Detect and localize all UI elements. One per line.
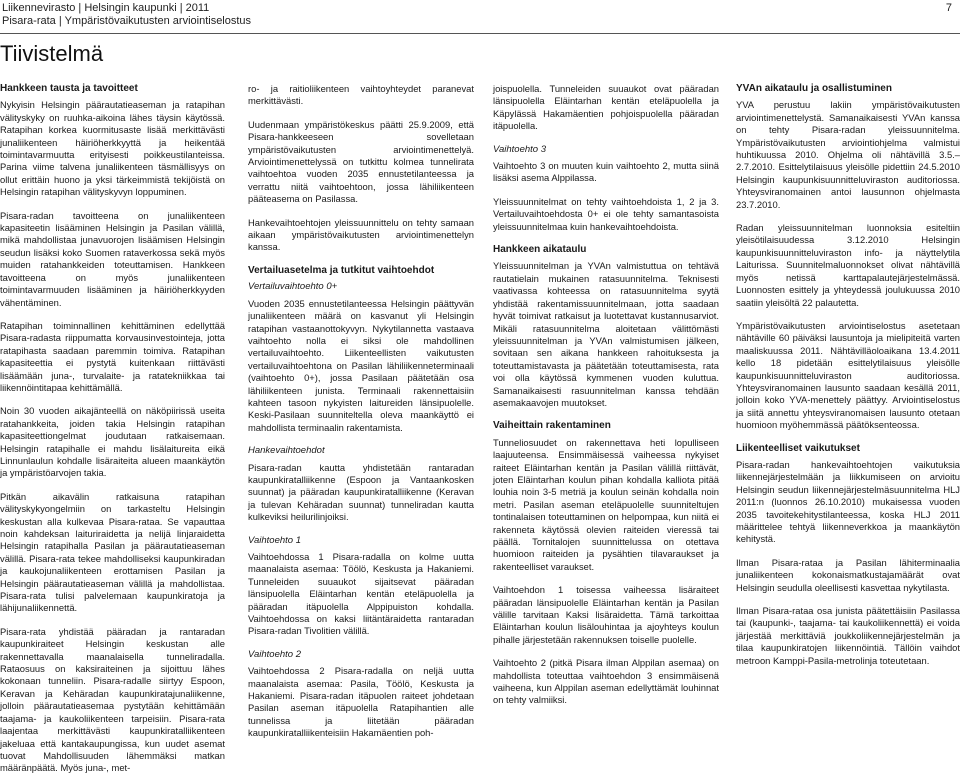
- paragraph: Ympäristövaikutusten arviointiselostus asetetaan nähtäville 60 päiväksi lausuntoja ja mielipiteitä varten maaliskuussa 2011. Nähtävilläoloaikana 13.4.2011 kello 18 pidetään esittelytilaisuus yleisölle kaupunkisuunnitteluviraston auditoriossa. Yhteysviranomainen lausunto saadaan kesällä 2011, jolloin koko YVA-menettely päättyy. Arviointiselostus ja siitä annettu yhteysviranomaisen lausunto otetaan huomioon myöhemmässä päätöksenteossa.: [736, 319, 960, 431]
- header-report-title: Pisara-rata | Ympäristövaikutusten arviointiselostus: [2, 15, 252, 27]
- text-column-2: [248, 83, 474, 739]
- paragraph: Pitkän aikavälin ratkaisuna ratapihan välityskykyongelmiin on tarkasteltu Helsingin keskustan alla kulkevaa Pisara-rataa. Se vapauttaa noin kahdeksan laituriraidetta ja nelijä linjaraidetta Helsingin ratapihalla Pasilan ja päärautatieaseman välillä. Pisara-rata tekee mahdolliseksi kaupunkiradan ja kaukojunaliikenteen erottamisen Pasilan ja Helsingin päärautatieaseman välillä ja mahdollistaa. Pisara-rata tulisi palvelemaan kaupunkiratoja ja lähijunaliikennettä.: [0, 490, 225, 614]
- heading-liikenteelliset-vaikutukset: Liikenteelliset vaikutukset: [736, 442, 860, 454]
- heading-hankkeen-aikataulu: Hankkeen aikataulu: [493, 244, 587, 256]
- subheading-vertailuvaihtoehto: Vertailuvaihtoehto 0+: [248, 281, 338, 293]
- text-column-1: [0, 83, 225, 774]
- text-column-3: [493, 83, 719, 706]
- paragraph: Ratapihan toiminnallinen kehittäminen edellyttää Pisara-radasta riippumatta korvausinvestointeja, jotta ratapihasta saadaan paremmin toimiva. Ratapihan kapasiteettia ei pystytä kuitenkaan riittävästi lisäämään juna-, turvalaite- ja ratatekniikkaa tai liikennöintitapaa kehittämällä.: [0, 319, 225, 393]
- paragraph: Tunneliosuudet on rakennettava heti lopulliseen laajuuteensa. Ensimmäisessä vaiheessa nykyiset raiteet Eläintarhan kentän ja Pasilan välillä riittävät, joten Eläintarhan koulun pihan kohdalla kalliota pitää louhia noin 3-5 metriä ja koulun seinän kohdalla noin metri. Pasilan aseman eteläpuolelle suunniteltujen tontinalaisen toteuttaminen on helpompaa, kun niitä ei rakenneta käytössä olevien raiteiden vieressä tai päällä. Tornitalojen suunnittelussa on otettava huomioon raiteiden ja pysähtien tilavaraukset ja rakenteelliset varaukset.: [493, 436, 719, 572]
- header-publisher: Liikennevirasto | Helsingin kaupunki | 2011: [2, 2, 210, 14]
- subheading-hankevaihtoehdot: Hankevaihtoehdot: [248, 445, 325, 457]
- paragraph: Uudenmaan ympäristökeskus päätti 25.9.2009, että Pisara-hankkeeseen sovelletaan ympäristövaikutusten arviointimenettelyä. Arviointimenettelyssä on tutkittu kolmea tunnelirata vaihtoehtoa vuoden 2035 ennustetilanteessa ja verrattu niitä vaihtoehtoon, jossa lähiliikenteen pääteasema on Pasilassa.: [248, 118, 474, 205]
- heading-vertailuasetelma: Vertailuasetelma ja tutkitut vaihtoehdot: [248, 264, 435, 276]
- paragraph: Yleissuunnitelman ja YVAn valmistuttua on tehtävä rautatielain mukainen ratasuunnitelma. Teknisesti vaativassa kohteessa on ratasuunnitelma syytä yhdistää rakentamissuunnitelmaan, jotta saadaan hyvät toimivat ratkaisut ja luotettavat kustannusarviot. Mikäli ratasuunnitelma aloitetaan välittömästi yleissuunnitelman ja YVAn valmistumisen jälkeen, sovitaan sen aikana hankkeen rahoituksesta ja toteuttamistavasta ja päätetään toteuttamisesta, rata voi olla käytössä kymmenen vuoden kuluttua. Samanaikaisesti rasuunnitelman kanssa tehdään asemakaavojen muutokset.: [493, 260, 719, 408]
- paragraph: Pisara-radan hankevaihtoehtojen vaikutuksia liikennejärjestelmään ja liikkumiseen on arvioitu Helsingin seudun liikennejärjestelmäsuunnitelma HLJ 2011:n (luonnos 26.10.2010) mukaisessa vuoden 2035 tavoitekehitystilanteessa, koska HLJ 2011 määrittelee tehtyä liikenneverkkoa ja maankäytön kehitystä.: [736, 458, 960, 545]
- paragraph: Vaihtoehdossa 2 Pisara-radalla on neljä uutta maanalaista asemaa: Pasila, Töölö, Keskusta ja Hakaniemi. Pisara-radan itäpuolen raiteet johdetaan Pasilan aseman itäpuolella Ratapihantien alle tunnelissa ja liitetään pääradan kaupunkiratalliikenteisiin Hakamäentien poh-: [248, 665, 474, 739]
- paragraph: Nykyisin Helsingin päärautatieaseman ja ratapihan välityskyky on ruuhka-aikoina lähes täysin käytössä. Ratapihan korkea kuormitusaste lisää merkittävästi junaliikenteen häiriöherkkyyttä ja heikentää toimintavarmuutta erityisesti poikkeustilanteissa. Parina viime talvena junaliikenteen täsmällisyys on ollut erittäin huono ja yksi tärkeimmistä tekijöistä on Helsingin ratapihan välityskyvyn loppuminen.: [0, 99, 225, 198]
- subheading-vaihtoehto-3: Vaihtoehto 3: [493, 143, 546, 155]
- paragraph: Yleissuunnitelmat on tehty vaihtoehdoista 1, 2 ja 3. Vertailuvaihtoehdosta 0+ ei ole tehty samantasoista yleissuunnitelmaa kuin hankevaihtoehdoista.: [493, 195, 719, 232]
- paragraph: Vaihtoehdossa 1 Pisara-radalla on kolme uutta maanalaista asemaa: Töölö, Keskusta ja Hakaniemi. Tunneleiden suuaukot sijaitsevat pääradan länsipuolella Eläintarhan kentän eteläpuolella ja pääradan itäpuolella Alppipuiston kohdalla. Vaihtoehdossa on kaksi liitäntäraidetta rantaradan Pisara-radan Tivolitien välillä.: [248, 551, 474, 637]
- paragraph: joispuolella. Tunneleiden suuaukot ovat pääradan länsipuolella Eläintarhan kentän eteläpuolella ja Käpylässä Hakamäentien pohjoispuolella pääradan itäpuolella.: [493, 83, 719, 132]
- paragraph: Vaihtoehto 2 (pitkä Pisara ilman Alppilan asemaa) on mahdollista toteuttaa vaihtoehdon 3 ensimmäisenä vaiheena, kun Alppilan aseman edellyttämät louhinnat on tehty valmiiksi.: [493, 657, 719, 706]
- paragraph: Vaihtoehto 3 on muuten kuin vaihtoehto 2, mutta siinä lisäksi asema Alppilassa.: [493, 160, 719, 184]
- heading-tausta-tavoitteet: Hankkeen tausta ja tavoitteet: [0, 83, 138, 94]
- paragraph: Vaihtoehdon 1 toisessa vaiheessa lisäraiteet pääradan länsipuolelle Eläintarhan kentän ja Pasilan välille tarvitaan Kaksi lisäraidetta. Tämä tarkoittaa Eläintarhan koulun lisälouhintaa ja ajoyhteys koulun pihalle järjestetään rakennuksen toiselle puolelle.: [493, 584, 719, 645]
- paragraph: Pisara-radan kautta yhdistetään rantaradan kaupunkiratalliikenne (Espoon ja Vantaankosken suunnat) ja pääradan kaupunkiratalliikenne (Keravan ja tulevan Kehäradan suunnat) tunneliradan kautta kulkeviksi heilurilinjoiksi.: [248, 461, 474, 523]
- heading-yva-aikataulu: YVAn aikataulu ja osallistuminen: [736, 83, 892, 94]
- paragraph: Ilman Pisara-rataa osa junista päätettäisiin Pasilassa tai (kaupunki-, taajama- tai kaukoliikennettä) ei voida järjestää merkittäviä joukkoliikennejärjestelmän ja tilaa kaupunkiratojen liikennöintiä. Tällöin vaihdot metroon Kamppi-Pasila-metrolinja toteutetaan.: [736, 605, 960, 666]
- subheading-vaihtoehto-1: Vaihtoehto 1: [248, 534, 301, 546]
- page-number: 7: [945, 2, 952, 14]
- paragraph: Pisara-radan tavoitteena on junaliikenteen kapasiteetin lisääminen Helsingin ja Pasilan välillä, mikä mahdollistaa junavuorojen lisäämisen Helsingin seudun lisäksi koko Suomen rataverkossa sekä myös muiden ratahankkeiden toteuttamisen. Hankkeen tavoitteena on myös junaliikenteen toimintavarmuuden lisääminen ja häiriöherkkyyden vähentäminen.: [0, 209, 225, 308]
- paragraph: Vuoden 2035 ennustetilanteessa Helsingin päättyvän junaliikenteen määrä on kasvanut yli Helsingin ratapihan vastaanottokyvyn. Nykytilannetta vastaava vaihtoehto nolla ei siksi ole mahdollinen vertailuvaihtoehto. Liikenteellisten vaikutusten vertailuvaihtoehtona on Pasilan lähiliikenneterminaali (vaihtoehto 0+), jossa Pasilaan päätetään osa lähiliikenteen junista. Terminaali rakennettaisiin kahteen tasoon nykyisten laitureiden länsipuolelle. Keski-Pasilaan suunniteltella oleva maankäyttö ei mahdollista terminaalin rakentamista.: [248, 297, 474, 433]
- paragraph: Ilman Pisara-rataa ja Pasilan lähiterminaalia junaliikenteen kokonaismatkustajamäärät ovat Helsingin seudulla oleellisesti kasvettaa nykytilasta.: [736, 556, 960, 593]
- subheading-vaihtoehto-2: Vaihtoehto 2: [248, 648, 301, 660]
- page-title: Tiivistelmä: [0, 41, 104, 66]
- paragraph: Hankevaihtoehtojen yleissuunnittelu on tehty samaan aikaan ympäristövaikutusten arviointimenettelyn kanssa.: [248, 216, 474, 253]
- text-column-4: [736, 83, 960, 683]
- paragraph: Noin 30 vuoden aikajänteellä on näköpiirissä useita ratahankkeita, joiden takia Helsingin ratapihan kapasiteettiongelmat joudutaan ratkaisemaan. Helsingin ratapihalle ei mahdu lisälaitureita eikä Linnunlaulun kohdalle lisäraiteita alueen maankäytön ja ympäristöarvojen takia.: [0, 405, 225, 479]
- paragraph: Radan yleissuunnitelman luonnoksia esiteltiin yleisötilaisuudessa 3.12.2010 Helsingin kaupunkisuunnitteluviraston info- ja näyttelytila Laiturissa. Suunnitelmaluonnokset olivat nähtävillä myös netissä karttapalautejärjestelmässä. Luonnosten esittely ja yhteydessä joulukuussa 2010 saatiin yleisöltä 22 palautetta.: [736, 222, 960, 308]
- paragraph: YVA perustuu lakiin ympäristövaikutusten arviointimenettelystä. Samanaikaisesti YVAn kanssa on tehty Pisara-radan yleissuunnitelma. Ympäristövaikutusten arviointiohjelma valmistui huhtikuussa 2010. Ohjelma oli nähtävillä 3.5.–2.7.2010. Esittelytilaisuus yleisölle pidettiin 24.5.2010 Helsingin kaupunkisuunnitteluviraston auditoriossa. Yhteysviranomainen antoi lausunnon ohjelmasta 23.7.2010.: [736, 99, 960, 210]
- heading-vaiheittain-rakentaminen: Vaiheittain rakentaminen: [493, 420, 611, 432]
- page-header: [0, 2, 960, 32]
- header-divider: [0, 33, 960, 34]
- paragraph: Pisara-rata yhdistää pääradan ja rantaradan kaupunkiraiteet Helsingin keskustan alle rakennettavalla maanalaisella tunneliradalla. Rataosuus on kaksiraiteinen ja sijoittuu lähes kokonaan tunneliin. Pisara-radalle siirtyy Espoon, Keravan ja Kehäradan kaupunkiratajunaliikenne, jolloin päärautatieasemaa pystytään kehittämään taajama- ja kaukoliikenteen tarpeisiin. Pisara-rata laajentaa merkittävästi kaupunkiratalliikenteen jakeluaa että kantakaupungissa, kun uudet asemat tuovat Mahdollisuuden lähemmäksi matkan määränpäätä. Myös juna-, met-: [0, 625, 225, 774]
- paragraph: ro- ja raitioliikenteen vaihtoyhteydet paranevat merkittävästi.: [248, 83, 474, 107]
